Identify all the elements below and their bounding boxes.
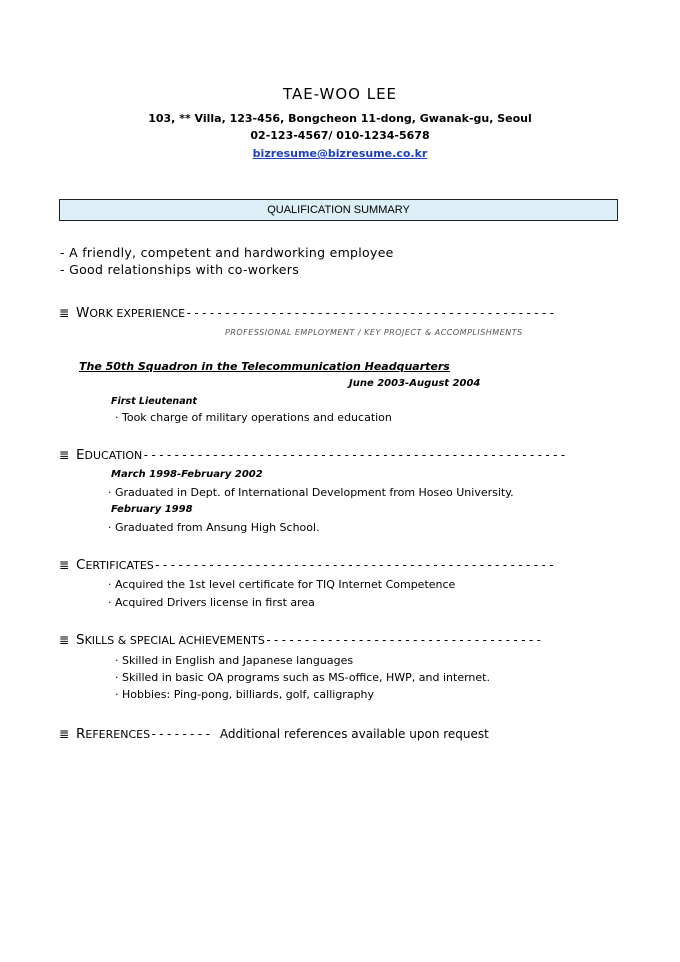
- section-dash-rule: ----------------------------------------------------: [153, 558, 556, 572]
- section-certificates: [59, 557, 555, 573]
- section-title-rest: EFERENCES: [85, 728, 151, 741]
- education-date: February 1998: [111, 504, 193, 515]
- section-work-experience: [59, 305, 556, 321]
- education-detail: · Graduated from Ansung High School.: [108, 521, 320, 534]
- qualification-summary-heading: QUALIFICATION SUMMARY: [59, 199, 618, 221]
- email-link[interactable]: bizresume@bizresume.co.kr: [252, 147, 428, 160]
- education-date: March 1998-February 2002: [111, 469, 263, 480]
- section-marker-icon: ≣: [59, 727, 70, 741]
- qualification-item: - Good relationships with co-workers: [60, 262, 300, 277]
- section-education: [59, 447, 567, 463]
- section-title-initial: C: [76, 557, 86, 573]
- section-dash-rule: --------: [150, 727, 212, 741]
- resume-name: TAE-WOO LEE: [282, 85, 398, 103]
- section-title-initial: E: [76, 447, 85, 463]
- section-marker-icon: ≣: [59, 633, 70, 647]
- section-title-rest: ERTIFICATES: [85, 559, 154, 572]
- section-dash-rule: ------------------------------------------------: [185, 306, 556, 320]
- section-title-initial: W: [76, 305, 90, 321]
- section-marker-icon: ≣: [59, 448, 70, 462]
- section-title-rest: ORK EXPERIENCE: [89, 307, 186, 320]
- address: 103, ** Villa, 123-456, Bongcheon 11-dong, Gwanak-gu, Seoul: [148, 112, 532, 125]
- references-note: Additional references available upon request: [219, 727, 489, 741]
- section-marker-icon: ≣: [59, 306, 70, 320]
- section-skills: [59, 632, 543, 648]
- certificate-item: · Acquired Drivers license in first area: [108, 596, 315, 609]
- employment-dates: June 2003-August 2004: [349, 378, 481, 389]
- phone-numbers: 02-123-4567/ 010-1234-5678: [250, 129, 430, 142]
- skill-item: · Hobbies: Ping-pong, billiards, golf, calligraphy: [115, 688, 375, 701]
- employer-name: The 50th Squadron in the Telecommunication Headquarters: [79, 360, 450, 373]
- section-title-initial: S: [76, 632, 85, 648]
- certificate-item: · Acquired the 1st level certificate for TIQ Internet Competence: [108, 578, 456, 591]
- skill-item: · Skilled in English and Japanese languages: [115, 654, 354, 667]
- work-subheading: PROFESSIONAL EMPLOYMENT / KEY PROJECT & ACCOMPLISHMENTS: [225, 328, 523, 337]
- job-title: First Lieutenant: [111, 396, 197, 407]
- section-title-rest: DUCATION: [84, 449, 143, 462]
- email-line: [0, 147, 680, 160]
- education-detail: · Graduated in Dept. of International Development from Hoseo University.: [108, 486, 514, 499]
- section-references: [59, 726, 489, 742]
- section-marker-icon: ≣: [59, 558, 70, 572]
- section-title-initial: R: [76, 726, 86, 742]
- section-title-rest: KILLS & SPECIAL ACHIEVEMENTS: [84, 634, 265, 647]
- section-dash-rule: -------------------------------------------------------: [142, 448, 568, 462]
- qualification-item: - A friendly, competent and hardworking employee: [60, 245, 394, 260]
- skill-item: · Skilled in basic OA programs such as MS-office, HWP, and internet.: [115, 671, 490, 684]
- section-dash-rule: ------------------------------------: [264, 633, 543, 647]
- work-duty: · Took charge of military operations and education: [115, 411, 392, 424]
